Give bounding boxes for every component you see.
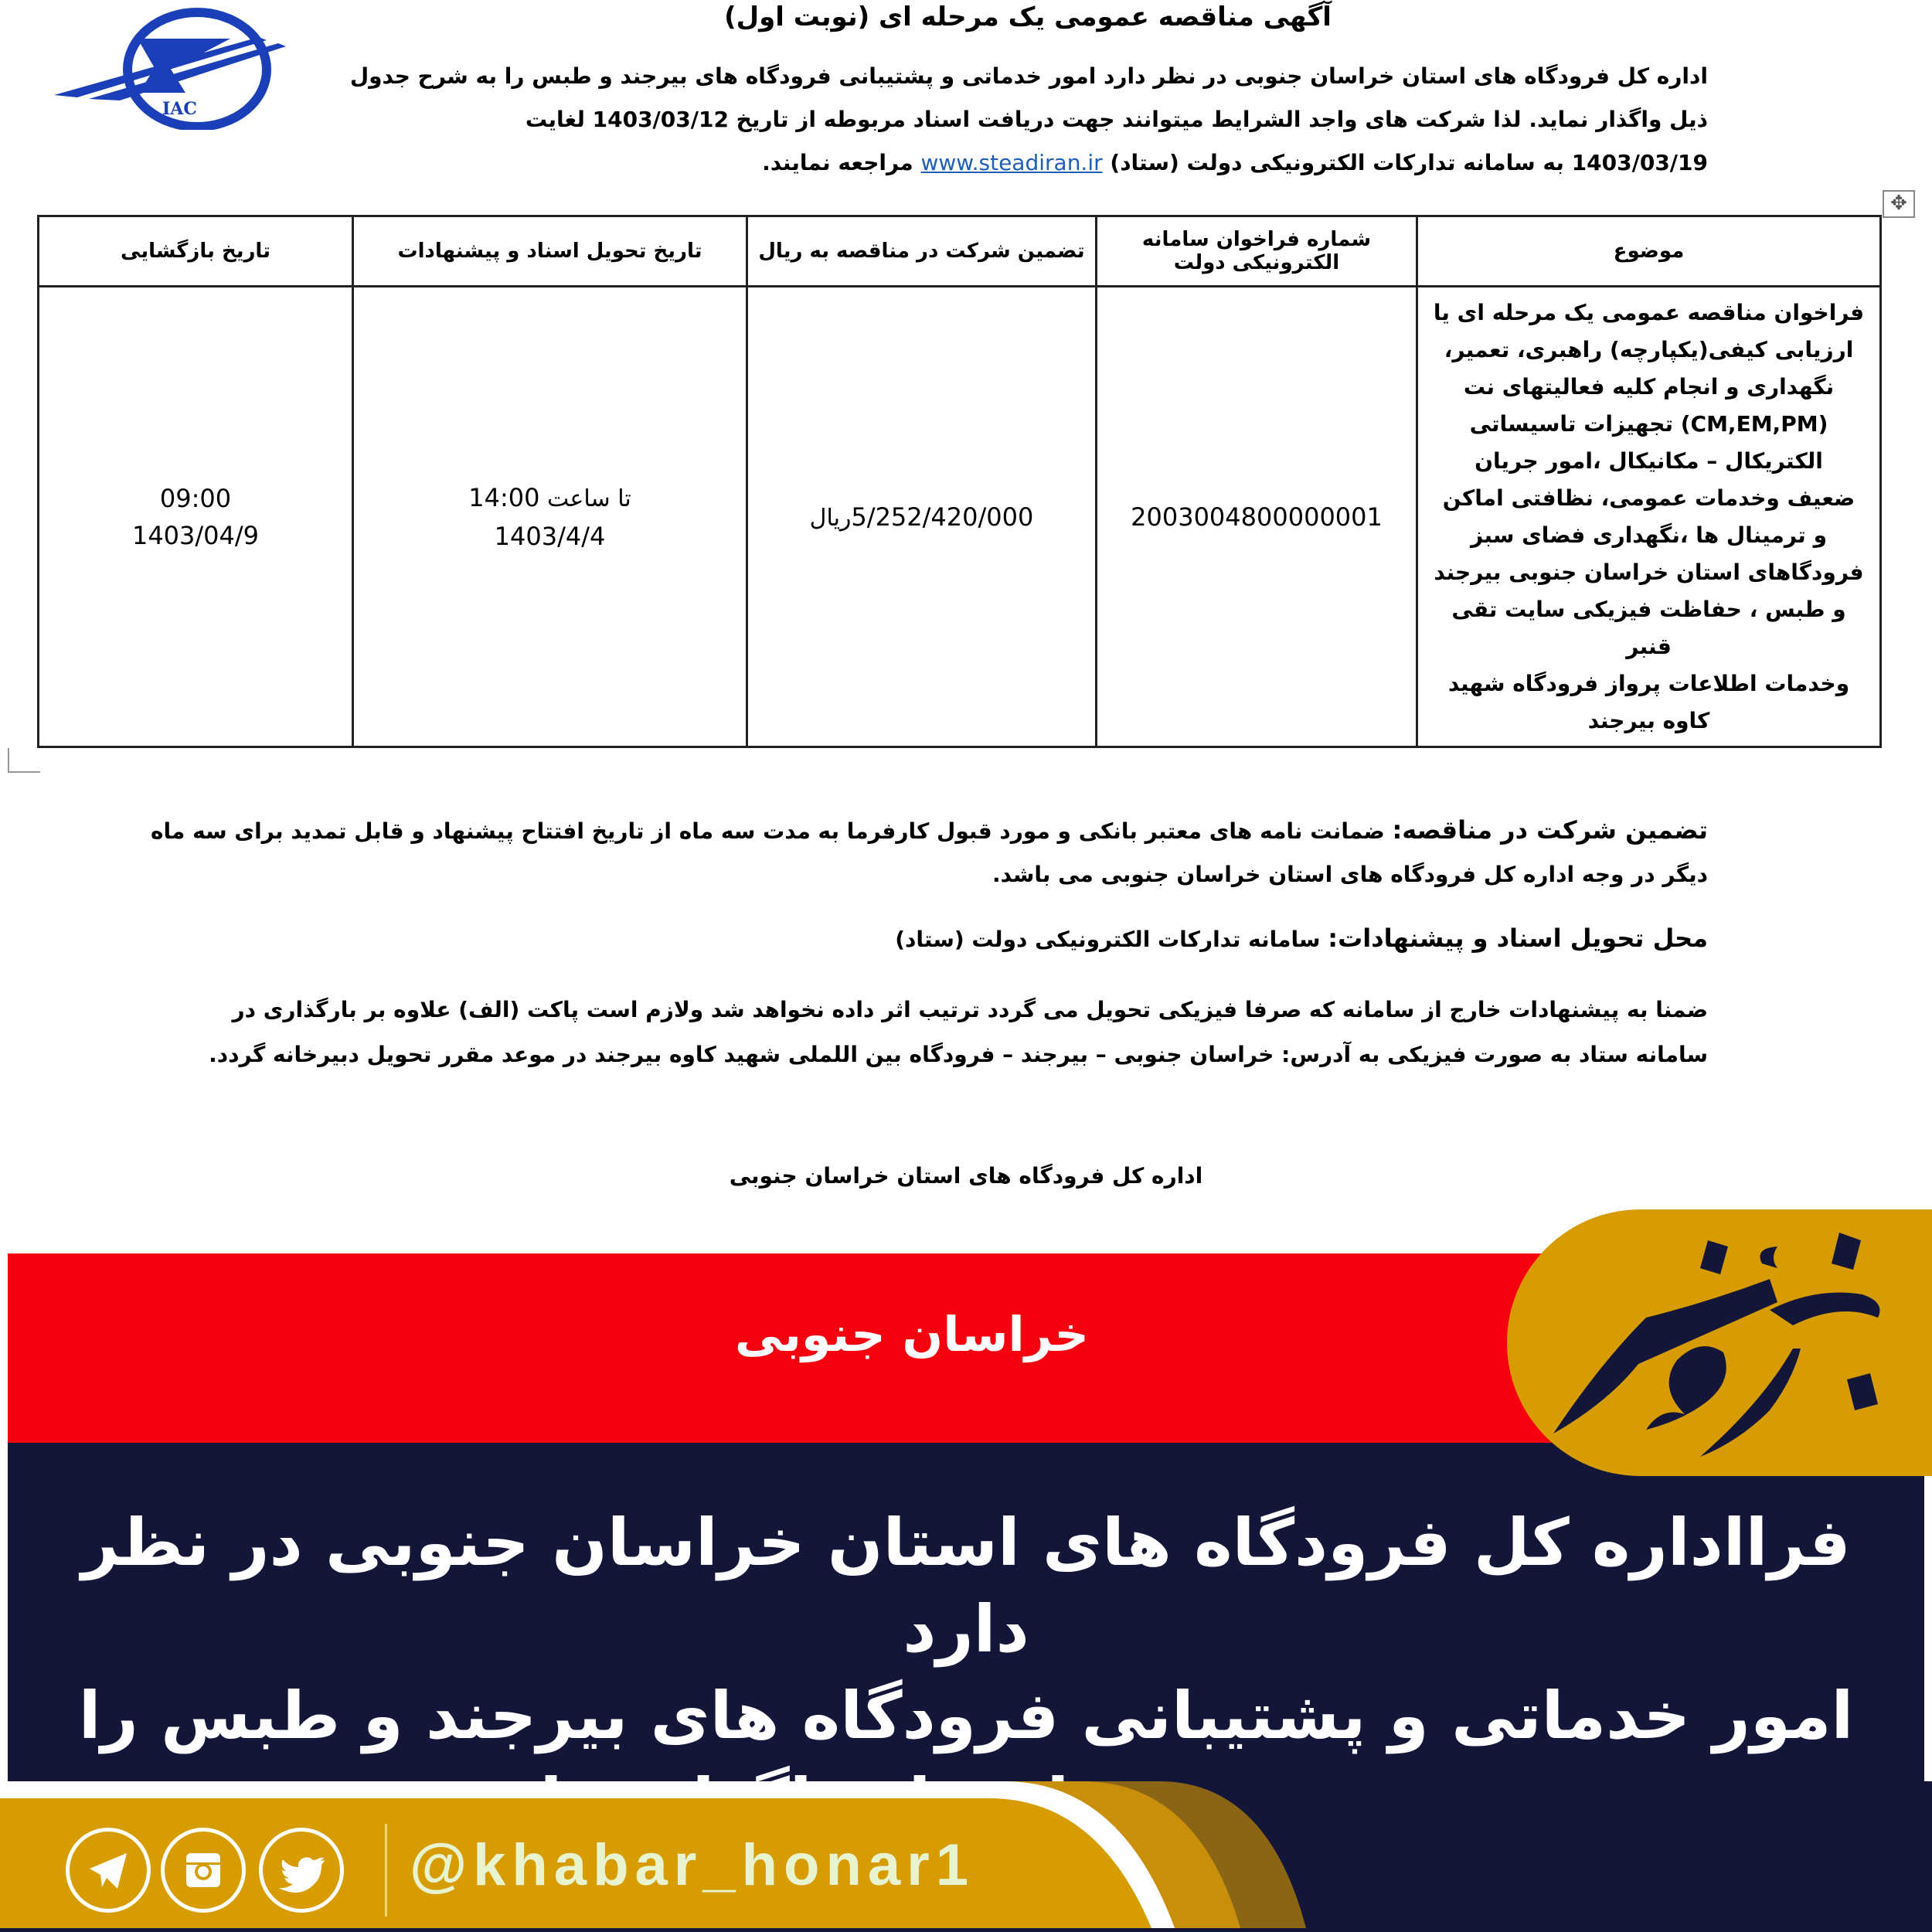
delivery-time-line (362, 479, 738, 518)
guarantee-note-line-2: دیگر در وجه اداره کل فرودگاه های استان خراسان جنوبی می باشد. (992, 862, 1708, 887)
guarantee-unit: ریال (809, 504, 852, 532)
intro-line-3 (762, 150, 1708, 175)
footer-divider (385, 1824, 387, 1917)
brand-logo-calligraphy (1538, 1217, 1909, 1472)
social-handle[interactable]: @khabar_honar1 (410, 1832, 975, 1898)
call-number: 2003004800000001 (1131, 502, 1383, 532)
table-move-handle[interactable]: ✥ (1883, 190, 1915, 218)
table-header-row (39, 216, 1881, 287)
iac-logo (46, 6, 325, 130)
opening-time: 09:00 (159, 483, 232, 513)
subject-line: (CM,EM,PM) تجهیزات تاسیساتی (1469, 410, 1828, 437)
signature: اداره کل فرودگاه های استان خراسان جنوبی (729, 1163, 1203, 1189)
steadiran-link[interactable]: www.steadiran.ir (920, 150, 1103, 175)
header-subject: موضوع (1417, 216, 1881, 287)
guarantee-note-text: ضمانت نامه های معتبر بانکی و مورد قبول کارفرما به مدت سه ماه از تاریخ افتتاح پیشنهاد و قابل تمدید برای سه ماه (151, 818, 1385, 844)
guarantee-note-label: تضمین شرکت در مناقصه: (1392, 815, 1708, 845)
cell-subject (1417, 287, 1881, 747)
twitter-glyph (277, 1845, 326, 1895)
header-delivery-date: تاریخ تحویل اسناد و پیشنهادات (353, 216, 747, 287)
tender-table (37, 215, 1882, 748)
opening-date: 1403/04/9 (131, 520, 260, 550)
delivery-date: 1403/4/4 (494, 521, 606, 551)
page-corner-mark (8, 748, 40, 773)
intro-line-3-text: 1403/03/19 به سامانه تدارکات الکترونیکی دولت (ستاد) (1110, 150, 1708, 175)
guarantee-note-line-1 (151, 815, 1708, 845)
logo-text: IAC (162, 99, 197, 119)
intro-line-2: ذیل واگذار نماید. لذا شرکت های واجد الشرایط میتوانند جهت دریافت اسناد مربوطه از تاریخ 1403/03/12 لغایت (525, 107, 1708, 132)
headline-line-1: فرااداره کل فرودگاه های استان خراسان جنوبی در نظر دارد (81, 1505, 1851, 1667)
delivery-note (895, 923, 1708, 953)
cell-guarantee (747, 287, 1097, 747)
cell-call-number (1097, 287, 1417, 747)
header-call-number: شماره فراخوان سامانه الکترونیکی دولت (1097, 216, 1417, 287)
guarantee-amount: 5/252/420/000 (851, 502, 1034, 532)
delivery-time-prefix: تا ساعت (547, 485, 631, 512)
subject-line: وخدمات اطلاعات پرواز فرودگاه شهید (1447, 670, 1850, 696)
instagram-icon[interactable] (161, 1828, 246, 1913)
extra-note-line-1: ضمنا به پیشنهادات خارج از سامانه که صرفا فیزیکی تحویل می گردد ترتیب اثر داده نخواهد شد ولازم است پاکت (الف) علاوه بر بارگذاری در (232, 997, 1708, 1022)
subject-line: ضعیف وخدمات عمومی، نظافتی اماکن (1442, 485, 1855, 511)
header-opening-date: تاریخ بازگشایی (39, 216, 353, 287)
subject-line: ارزیابی کیفی(یکپارچه) راهبری، تعمیر، (1444, 336, 1854, 362)
telegram-glyph (83, 1845, 133, 1895)
intro-line-1: اداره کل فرودگاه های استان خراسان جنوبی در نظر دارد امور خدماتی و پشتیبانی فرودگاه های بیرجند و طبس را به شرح جدول (349, 63, 1708, 89)
extra-note-line-2: سامانه ستاد به صورت فیزیکی به آدرس: خراسان جنوبی – بیرجند – فرودگاه بین اللملی شهید کاوه بیرجند در موعد مقرر تحویل دبیرخانه گردد. (209, 1042, 1708, 1067)
subject-line: و طبس ، حفاظت فیزیکی سایت تقی قنبر (1451, 596, 1846, 659)
header-guarantee: تضمین شرکت در مناقصه به ریال (747, 216, 1097, 287)
table-row (39, 287, 1881, 747)
subject-line: فراخوان مناقصه عمومی یک مرحله ای یا (1433, 299, 1865, 325)
cell-opening-date (39, 287, 353, 747)
subject-line: کاوه بیرجند (1587, 707, 1710, 733)
region-label: خراسان جنوبی (734, 1306, 1090, 1362)
delivery-time: 14:00 (468, 482, 540, 512)
telegram-icon[interactable] (66, 1828, 151, 1913)
delivery-note-text: سامانه تدارکات الکترونیکی دولت (ستاد) (895, 927, 1321, 952)
instagram-glyph (179, 1845, 228, 1895)
delivery-note-label: محل تحویل اسناد و پیشنهادات: (1328, 923, 1708, 953)
subject-line: فرودگاهای استان خراسان جنوبی بیرجند (1434, 559, 1864, 585)
subject-line: نگهداری و انجام کلیه فعالیتهای نت (1463, 373, 1835, 400)
twitter-icon[interactable] (259, 1828, 344, 1913)
cell-delivery-date (353, 287, 747, 747)
document-title: آگهی مناقصه عمومی یک مرحله ای (نوبت اول) (724, 2, 1332, 32)
subject-line: الکتریکال – مکانیکال ،امور جریان (1475, 447, 1823, 474)
intro-line-3-tail: مراجعه نمایند. (762, 150, 913, 175)
subject-line: و ترمینال ها ،نگهداری فضای سبز (1471, 522, 1827, 548)
headline-line-2: امور خدماتی و پشتیبانی فرودگاه های بیرجند و طبس را (78, 1678, 1854, 1753)
